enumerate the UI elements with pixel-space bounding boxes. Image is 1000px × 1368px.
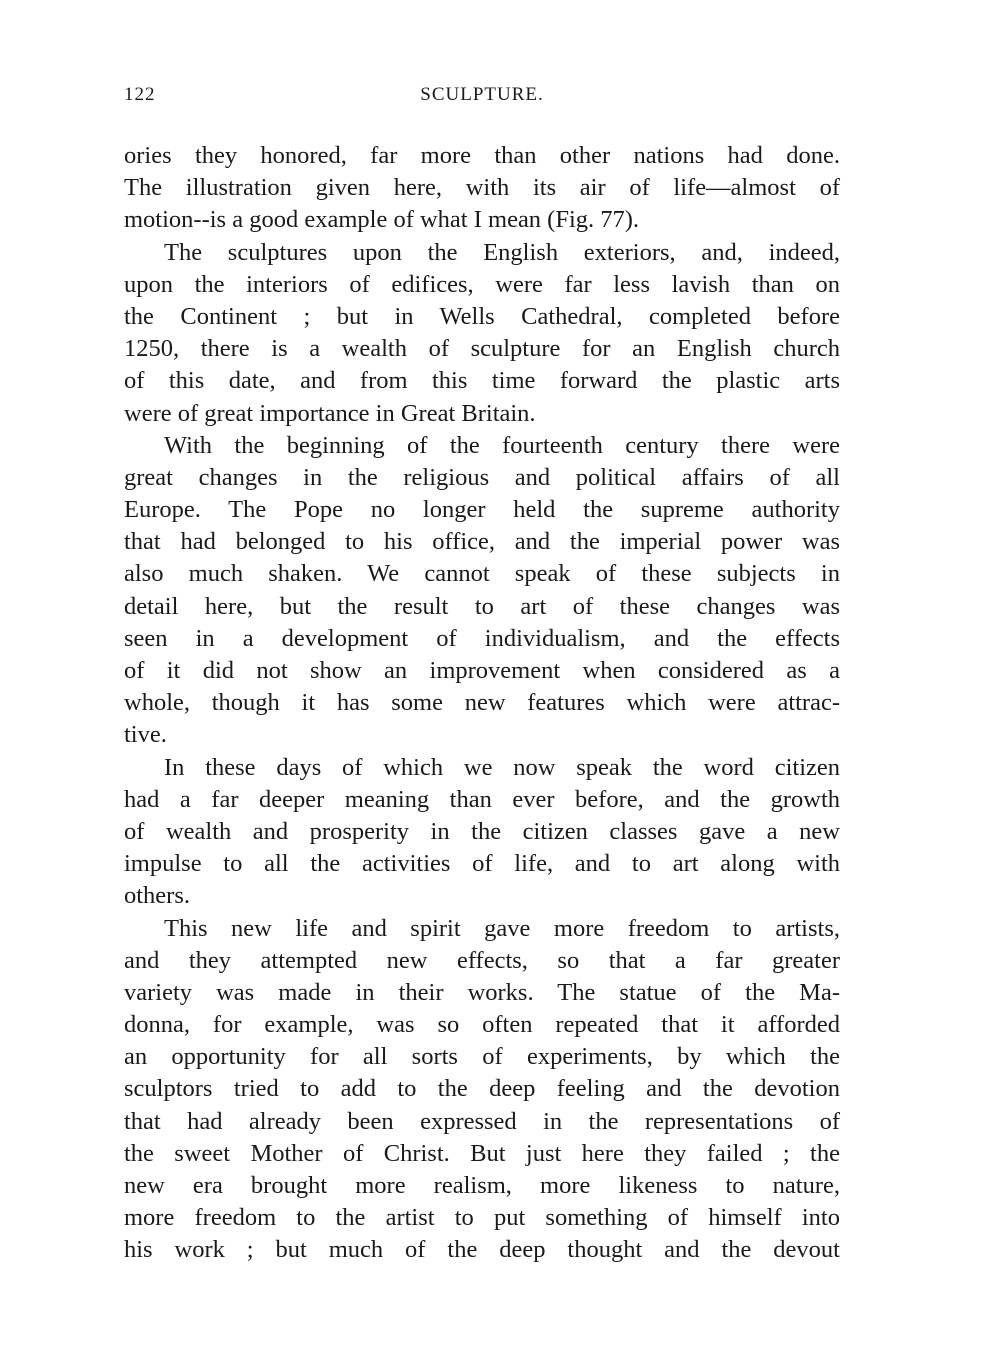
text-line: the Continent ; but in Wells Cathedral, completed before <box>124 302 840 330</box>
text-line: others. <box>124 882 190 910</box>
text-line: an opportunity for all sorts of experiments, by which the <box>124 1043 840 1071</box>
text-line: donna, for example, was so often repeated that it afforded <box>124 1011 840 1039</box>
text-line: that had already been expressed in the representations of <box>124 1107 840 1135</box>
text-line: upon the interiors of edifices, were far less lavish than on <box>124 270 840 298</box>
body-text <box>124 140 840 1267</box>
text-line: more freedom to the artist to put something of himself into <box>124 1204 840 1232</box>
text-line: With the beginning of the fourteenth century there were <box>164 431 840 459</box>
text-line: impulse to all the activities of life, and to art along with <box>124 850 840 878</box>
text-line: The illustration given here, with its air of life—almost of <box>124 174 840 202</box>
text-line: his work ; but much of the deep thought and the devout <box>124 1236 840 1264</box>
text-line: were of great importance in Great Britain. <box>124 399 536 427</box>
text-line: motion--is a good example of what I mean (Fig. 77). <box>124 206 640 234</box>
running-title: SCULPTURE. <box>420 84 544 105</box>
text-line: and they attempted new effects, so that a far greater <box>124 946 840 974</box>
text-line: also much shaken. We cannot speak of these subjects in <box>124 560 840 588</box>
running-head <box>124 84 840 114</box>
text-line: This new life and spirit gave more freedom to artists, <box>164 914 840 942</box>
text-line: ories they honored, far more than other nations had done. <box>124 142 840 169</box>
text-line: whole, though it has some new features which were attrac- <box>124 689 840 717</box>
text-line: of wealth and prosperity in the citizen classes gave a new <box>124 817 840 845</box>
text-line: The sculptures upon the English exteriors, and, indeed, <box>164 238 840 266</box>
text-line: 1250, there is a wealth of sculpture for an English church <box>124 335 840 363</box>
text-line: variety was made in their works. The statue of the Ma- <box>124 978 840 1006</box>
text-line: the sweet Mother of Christ. But just here they failed ; the <box>124 1139 840 1167</box>
text-line: new era brought more realism, more likeness to nature, <box>124 1172 840 1199</box>
page-number: 122 <box>124 84 156 105</box>
text-line: tive. <box>124 721 167 749</box>
text-line: great changes in the religious and political affairs of all <box>124 463 840 491</box>
text-line: sculptors tried to add to the deep feeling and the devotion <box>124 1075 840 1103</box>
text-line: Europe. The Pope no longer held the supreme authority <box>124 496 840 524</box>
text-line: seen in a development of individualism, and the effects <box>124 624 840 652</box>
text-line: In these days of which we now speak the word citizen <box>164 753 840 781</box>
text-line: of it did not show an improvement when considered as a <box>124 657 840 684</box>
text-line: detail here, but the result to art of these changes was <box>124 592 840 620</box>
text-line: had a far deeper meaning than ever before, and the growth <box>124 785 840 813</box>
text-line: that had belonged to his office, and the imperial power was <box>124 528 840 556</box>
text-line: of this date, and from this time forward the plastic arts <box>124 367 840 395</box>
